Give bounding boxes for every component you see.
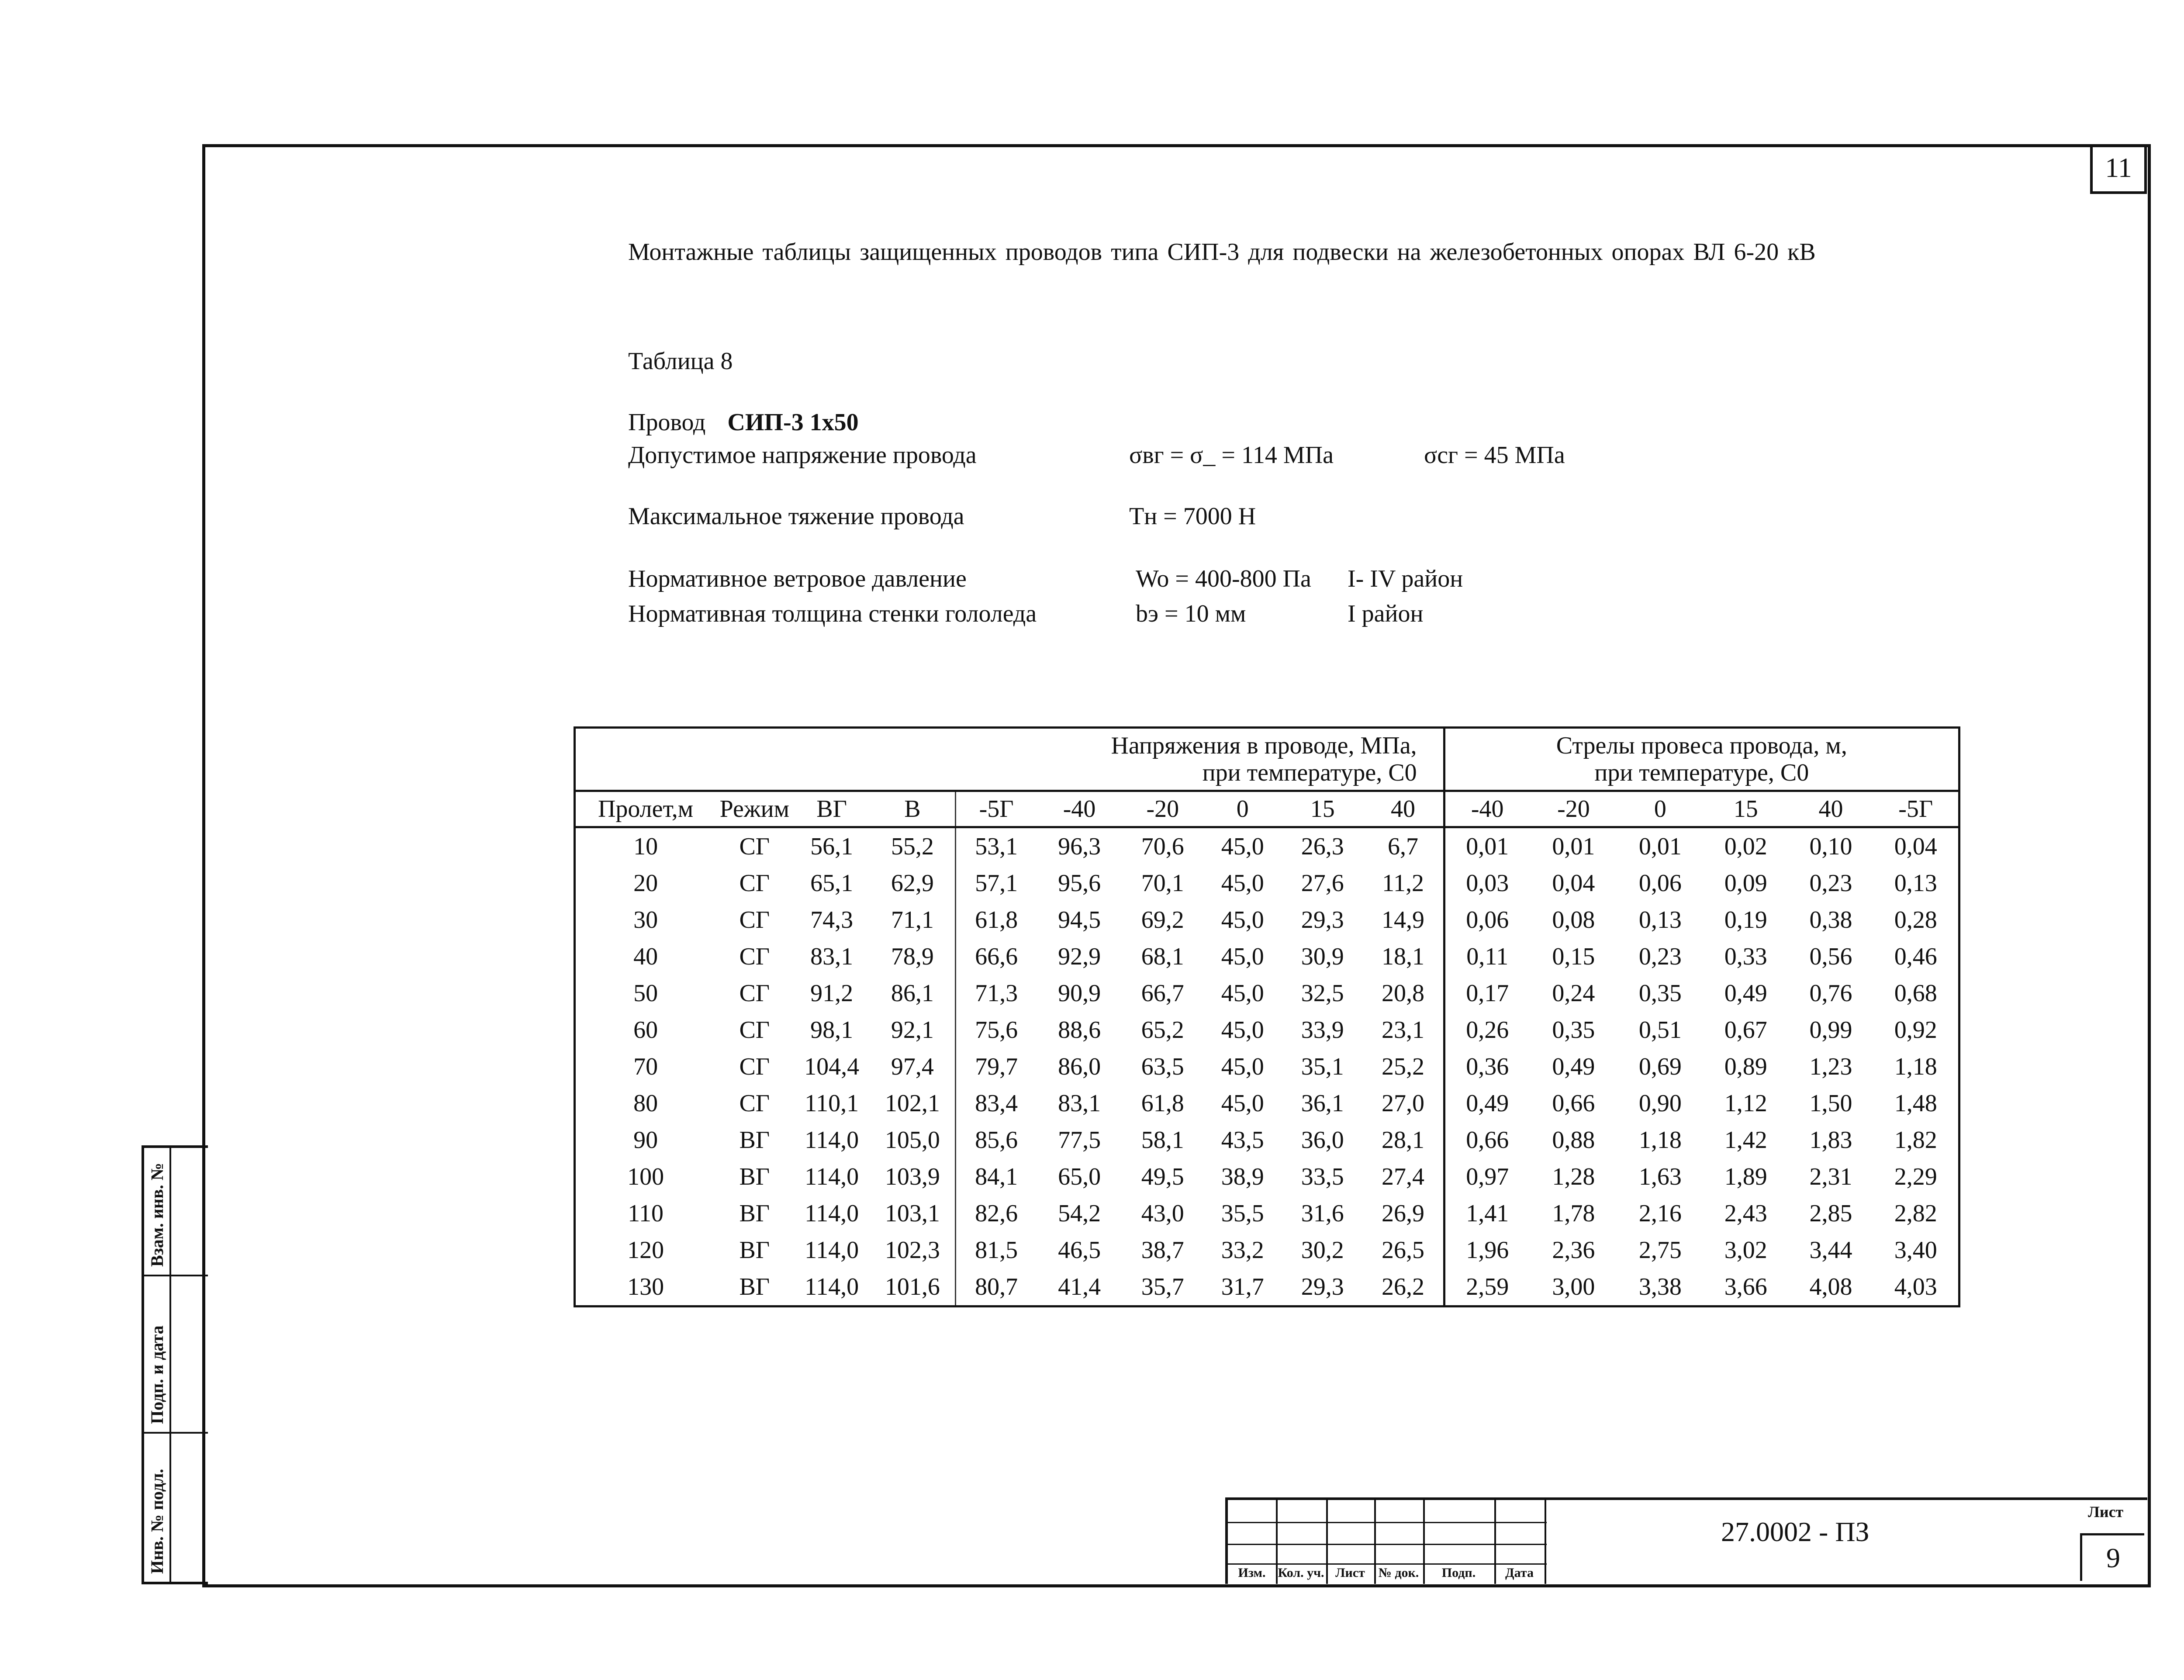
sag-header-line1: Стрелы провеса провода, м,	[1556, 732, 1847, 759]
param-value1-2: Wo = 400-800 Па	[1136, 565, 1311, 592]
revision-grid	[1228, 1500, 1547, 1584]
table-cell: 65,1	[810, 870, 854, 897]
table-cell: 0,68	[1894, 980, 1937, 1007]
stamp-label-replaces: Взам. инв. №	[147, 1163, 167, 1267]
stress-group-header	[575, 728, 1444, 791]
table-cell: СГ	[739, 1016, 770, 1044]
table-cell: 18,1	[1382, 943, 1425, 970]
table-cell: 91,2	[810, 980, 854, 1007]
table-cell: 0,03	[1444, 865, 1530, 902]
table-cell: 4,03	[1894, 1273, 1937, 1300]
table-cell: 92,1	[891, 1016, 934, 1044]
table-cell: 30,9	[1301, 943, 1344, 970]
table-cell: 0,13	[1894, 870, 1937, 897]
table-cell: 2,29	[1894, 1163, 1937, 1190]
table-cell: 2,36	[1552, 1237, 1595, 1264]
table-cell: 20,8	[1382, 980, 1425, 1007]
table-cell: 2,75	[1638, 1237, 1682, 1264]
table-cell: 114,0	[805, 1127, 859, 1154]
table-cell: 29,3	[1301, 906, 1344, 933]
table-cell: СГ	[739, 980, 770, 1007]
stamp-label-inventory: Инв. № подл.	[147, 1469, 167, 1574]
table-row	[575, 1012, 1959, 1048]
table-cell: 0,01	[1552, 833, 1595, 860]
table-cell: 1,42	[1724, 1127, 1767, 1154]
table-cell: 0,08	[1552, 906, 1595, 933]
param-label-3: Нормативная толщина стенки гололеда	[628, 600, 1037, 627]
table-cell: 1,83	[1809, 1127, 1852, 1154]
table-cell: 0,26	[1444, 1012, 1530, 1048]
table-cell: 0,15	[1552, 943, 1595, 970]
column-header-8: 15	[1282, 791, 1363, 827]
table-cell: 83,1	[1058, 1090, 1101, 1117]
tb-label-sign: Подп.	[1441, 1566, 1476, 1580]
table-cell: 83,4	[956, 1085, 1037, 1122]
table-cell: 84,1	[956, 1158, 1037, 1195]
table-cell: 0,35	[1552, 1016, 1595, 1044]
table-cell: 96,3	[1058, 833, 1101, 860]
table-row	[575, 1048, 1959, 1085]
table-cell: 78,9	[891, 943, 934, 970]
table-row	[575, 865, 1959, 902]
table-row	[575, 902, 1959, 938]
wire-label: Провод	[628, 409, 706, 436]
table-cell: 0,33	[1724, 943, 1767, 970]
table-cell: 70,6	[1141, 833, 1184, 860]
table-cell: 2,16	[1638, 1200, 1682, 1227]
param-label-2: Нормативное ветровое давление	[628, 565, 967, 592]
table-cell: 27,4	[1382, 1163, 1425, 1190]
table-cell: 90,9	[1058, 980, 1101, 1007]
column-header-9: 40	[1363, 791, 1444, 827]
table-cell: 0,24	[1552, 980, 1595, 1007]
table-cell: 114,0	[805, 1273, 859, 1300]
table-cell: 2,43	[1724, 1200, 1767, 1227]
table-cell: 30,2	[1301, 1237, 1344, 1264]
table-row	[575, 1158, 1959, 1195]
table-cell: 105,0	[885, 1127, 940, 1154]
stress-header-line1: Напряжения в проводе, МПа,	[1111, 732, 1417, 759]
sheet-number: 9	[2080, 1533, 2144, 1581]
table-cell: 0,69	[1638, 1053, 1682, 1080]
table-cell: 0,66	[1552, 1090, 1595, 1117]
table-cell: 30	[633, 906, 658, 933]
table-cell: ВГ	[739, 1200, 770, 1227]
table-cell: 45,0	[1221, 870, 1264, 897]
title-block	[1225, 1497, 2147, 1584]
table-cell: 100	[627, 1163, 664, 1190]
table-cell: 0,23	[1809, 870, 1852, 897]
table-cell: 90	[633, 1127, 658, 1154]
table-cell: 46,5	[1058, 1237, 1101, 1264]
table-cell: 35,7	[1141, 1273, 1184, 1300]
table-cell: СГ	[739, 906, 770, 933]
table-cell: 60	[633, 1016, 658, 1044]
table-cell: 45,0	[1221, 1090, 1264, 1117]
table-cell: 26,5	[1382, 1237, 1425, 1264]
page-title: Монтажные таблицы защищенных проводов типа СИП-3 для подвески на железобетонных опорах ВЛ 6-20 кВ	[628, 239, 1816, 266]
table-cell: 45,0	[1221, 980, 1264, 1007]
table-cell: 61,8	[1141, 1090, 1184, 1117]
param-value1-3: bэ = 10 мм	[1136, 600, 1246, 627]
table-cell: 2,31	[1809, 1163, 1852, 1190]
table-cell: 114,0	[805, 1237, 859, 1264]
table-cell: 66,7	[1141, 980, 1184, 1007]
table-cell: СГ	[739, 870, 770, 897]
table-cell: 0,67	[1724, 1016, 1767, 1044]
table-cell: 40	[633, 943, 658, 970]
table-cell: 61,8	[956, 902, 1037, 938]
table-cell: 43,5	[1221, 1127, 1264, 1154]
table-cell: 36,1	[1301, 1090, 1344, 1117]
table-cell: 0,01	[1444, 827, 1530, 865]
table-row	[575, 1085, 1959, 1122]
table-cell: 104,4	[804, 1053, 860, 1080]
table-cell: 20	[633, 870, 658, 897]
table-cell: 33,2	[1221, 1237, 1264, 1264]
table-cell: 103,9	[885, 1163, 940, 1190]
table-cell: 83,1	[810, 943, 854, 970]
column-header-1: Режим	[715, 791, 793, 827]
wire-value: СИП-3 1х50	[727, 409, 859, 436]
table-cell: 10	[633, 833, 658, 860]
table-cell: 29,3	[1301, 1273, 1344, 1300]
table-cell: 86,1	[891, 980, 934, 1007]
table-cell: 4,08	[1809, 1273, 1852, 1300]
wire-line	[628, 408, 859, 436]
table-cell: 43,0	[1141, 1200, 1184, 1227]
table-cell: 0,01	[1638, 833, 1682, 860]
table-cell: 2,85	[1809, 1200, 1852, 1227]
table-cell: 0,06	[1638, 870, 1682, 897]
column-header-0: Пролет,м	[575, 791, 716, 827]
sag-header-line2: при температуре, С0	[1594, 759, 1809, 786]
table-cell: 35,5	[1221, 1200, 1264, 1227]
tb-label-docno: № док.	[1378, 1566, 1419, 1580]
table-cell: 3,02	[1724, 1237, 1767, 1264]
table-cell: 86,0	[1058, 1053, 1101, 1080]
table-cell: 1,41	[1444, 1195, 1530, 1232]
table-cell: 1,28	[1552, 1163, 1595, 1190]
param-value1-1: Тн = 7000 Н	[1129, 503, 1256, 530]
table-cell: 81,5	[956, 1232, 1037, 1269]
table-body	[575, 827, 1959, 1307]
table-cell: 77,5	[1058, 1127, 1101, 1154]
table-cell: 0,49	[1724, 980, 1767, 1007]
table-cell: 0,92	[1894, 1016, 1937, 1044]
table-cell: 0,97	[1444, 1158, 1530, 1195]
table-cell: ВГ	[739, 1273, 770, 1300]
table-cell: 54,2	[1058, 1200, 1101, 1227]
table-cell: 1,12	[1724, 1090, 1767, 1117]
table-cell: 41,4	[1058, 1273, 1101, 1300]
table-cell: 80,7	[956, 1269, 1037, 1307]
column-header-13: 15	[1703, 791, 1789, 827]
table-cell: 120	[627, 1237, 664, 1264]
table-row	[575, 975, 1959, 1012]
table-cell: 69,2	[1141, 906, 1184, 933]
table-cell: 0,89	[1724, 1053, 1767, 1080]
column-header-6: -20	[1122, 791, 1203, 827]
table-cell: 50	[633, 980, 658, 1007]
tb-label-count: Кол. уч.	[1278, 1566, 1324, 1580]
table-cell: 2,59	[1444, 1269, 1530, 1307]
table-cell: 0,51	[1638, 1016, 1682, 1044]
table-cell: 0,56	[1809, 943, 1852, 970]
param-label-0: Допустимое напряжение провода	[628, 442, 977, 469]
table-cell: 66,6	[956, 938, 1037, 975]
table-cell: 33,9	[1301, 1016, 1344, 1044]
table-cell: 114,0	[805, 1200, 859, 1227]
table-cell: 97,4	[891, 1053, 934, 1080]
table-cell: 74,3	[810, 906, 854, 933]
table-cell: СГ	[739, 943, 770, 970]
table-cell: 57,1	[956, 865, 1037, 902]
table-cell: 55,2	[891, 833, 934, 860]
table-cell: 27,6	[1301, 870, 1344, 897]
table-cell: 85,6	[956, 1122, 1037, 1158]
column-header-row	[575, 791, 1959, 827]
table-cell: 0,28	[1894, 906, 1937, 933]
table-cell: 82,6	[956, 1195, 1037, 1232]
table-cell: 25,2	[1382, 1053, 1425, 1080]
table-cell: 45,0	[1221, 1053, 1264, 1080]
table-cell: 65,2	[1141, 1016, 1184, 1044]
table-cell: 0,38	[1809, 906, 1852, 933]
table-cell: 45,0	[1221, 1016, 1264, 1044]
table-cell: 1,78	[1552, 1200, 1595, 1227]
table-cell: 31,6	[1301, 1200, 1344, 1227]
table-cell: 0,99	[1809, 1016, 1852, 1044]
table-cell: 53,1	[956, 827, 1037, 865]
table-cell: 38,7	[1141, 1237, 1184, 1264]
table-cell: 0,35	[1638, 980, 1682, 1007]
table-cell: 6,7	[1388, 833, 1419, 860]
column-header-4: -5Г	[956, 791, 1037, 827]
table-cell: ВГ	[739, 1237, 770, 1264]
table-cell: 23,1	[1382, 1016, 1425, 1044]
table-cell: 1,82	[1894, 1127, 1937, 1154]
table-cell: 0,66	[1444, 1122, 1530, 1158]
table-cell: 103,1	[885, 1200, 940, 1227]
table-cell: 0,49	[1444, 1085, 1530, 1122]
table-cell: 3,38	[1638, 1273, 1682, 1300]
table-cell: 95,6	[1058, 870, 1101, 897]
table-cell: 92,9	[1058, 943, 1101, 970]
table-cell: 1,96	[1444, 1232, 1530, 1269]
table-cell: СГ	[739, 1090, 770, 1117]
table-cell: 0,06	[1444, 902, 1530, 938]
table-cell: 26,9	[1382, 1200, 1425, 1227]
table-cell: 3,44	[1809, 1237, 1852, 1264]
table-cell: 70	[633, 1053, 658, 1080]
table-cell: 0,90	[1638, 1090, 1682, 1117]
param-value2-0: σсг = 45 МПа	[1424, 442, 1565, 469]
table-cell: 1,50	[1809, 1090, 1852, 1117]
table-cell: 102,1	[885, 1090, 940, 1117]
table-cell: СГ	[739, 1053, 770, 1080]
table-label: Таблица 8	[628, 348, 733, 375]
table-cell: 1,48	[1894, 1090, 1937, 1117]
param-label-1: Максимальное тяжение провода	[628, 503, 964, 530]
table-cell: 0,13	[1638, 906, 1682, 933]
table-cell: 80	[633, 1090, 658, 1117]
table-cell: 0,49	[1552, 1053, 1595, 1080]
table-cell: 36,0	[1301, 1127, 1344, 1154]
table-cell: 31,7	[1221, 1273, 1264, 1300]
tb-label-sheet: Лист	[1335, 1566, 1365, 1580]
table-cell: 1,89	[1724, 1163, 1767, 1190]
table-cell: 28,1	[1382, 1127, 1425, 1154]
table-cell: 130	[627, 1273, 664, 1300]
table-cell: 102,3	[885, 1237, 940, 1264]
table-cell: 71,1	[891, 906, 934, 933]
table-cell: 45,0	[1221, 906, 1264, 933]
column-header-2: ВГ	[794, 791, 870, 827]
table-cell: 0,17	[1444, 975, 1530, 1012]
column-header-10: -40	[1444, 791, 1530, 827]
column-header-3: В	[870, 791, 956, 827]
column-header-12: 0	[1617, 791, 1703, 827]
tb-label-change: Изм.	[1238, 1566, 1266, 1580]
table-cell: 58,1	[1141, 1127, 1184, 1154]
table-cell: 0,46	[1894, 943, 1937, 970]
column-header-11: -20	[1530, 791, 1617, 827]
table-cell: 79,7	[956, 1048, 1037, 1085]
table-cell: 0,10	[1809, 833, 1852, 860]
table-cell: СГ	[739, 833, 770, 860]
document-number: 27.0002 - ПЗ	[1721, 1516, 1870, 1547]
table-cell: 45,0	[1221, 833, 1264, 860]
table-row	[575, 1122, 1959, 1158]
table-cell: 35,1	[1301, 1053, 1344, 1080]
table-cell: 94,5	[1058, 906, 1101, 933]
table-cell: 1,63	[1638, 1163, 1682, 1190]
table-cell: 0,23	[1638, 943, 1682, 970]
table-cell: 45,0	[1221, 943, 1264, 970]
table-cell: 0,02	[1724, 833, 1767, 860]
table-cell: ВГ	[739, 1127, 770, 1154]
table-cell: 110,1	[805, 1090, 859, 1117]
table-cell: 0,09	[1724, 870, 1767, 897]
sag-group-header	[1444, 728, 1959, 791]
table-cell: 68,1	[1141, 943, 1184, 970]
stress-header-line2: при температуре, С0	[1202, 759, 1417, 786]
table-cell: 1,18	[1638, 1127, 1682, 1154]
table-row	[575, 1195, 1959, 1232]
table-cell: 1,18	[1894, 1053, 1937, 1080]
table-cell: 0,36	[1444, 1048, 1530, 1085]
stamp-label-signature-date: Подп. и дата	[147, 1325, 167, 1424]
table-cell: 0,76	[1809, 980, 1852, 1007]
table-cell: 75,6	[956, 1012, 1037, 1048]
table-cell: 71,3	[956, 975, 1037, 1012]
table-cell: 0,04	[1894, 833, 1937, 860]
table-cell: 63,5	[1141, 1053, 1184, 1080]
page-number: 11	[2090, 144, 2147, 194]
param-value1-0: σвг = σ_ = 114 МПа	[1129, 442, 1334, 469]
table-cell: 88,6	[1058, 1016, 1101, 1044]
sheet-label: Лист	[2088, 1503, 2124, 1521]
table-cell: 3,40	[1894, 1237, 1937, 1264]
column-header-5: -40	[1037, 791, 1122, 827]
table-cell: 38,9	[1221, 1163, 1264, 1190]
tb-label-date: Дата	[1505, 1566, 1534, 1580]
table-cell: 49,5	[1141, 1163, 1184, 1190]
table-row	[575, 1269, 1959, 1307]
column-header-14: 40	[1789, 791, 1873, 827]
table-cell: 70,1	[1141, 870, 1184, 897]
param-value2-3: I район	[1348, 600, 1424, 627]
table-cell: 0,19	[1724, 906, 1767, 933]
table-cell: 27,0	[1382, 1090, 1425, 1117]
table-cell: 1,23	[1809, 1053, 1852, 1080]
table-row	[575, 938, 1959, 975]
table-cell: 56,1	[810, 833, 854, 860]
param-value2-2: I- IV район	[1348, 565, 1463, 592]
column-header-15: -5Г	[1873, 791, 1959, 827]
column-header-7: 0	[1203, 791, 1282, 827]
table-cell: ВГ	[739, 1163, 770, 1190]
table-cell: 0,88	[1552, 1127, 1595, 1154]
table-cell: 26,3	[1301, 833, 1344, 860]
table-cell: 3,66	[1724, 1273, 1767, 1300]
table-cell: 98,1	[810, 1016, 854, 1044]
table-cell: 101,6	[885, 1273, 940, 1300]
table-cell: 33,5	[1301, 1163, 1344, 1190]
table-cell: 65,0	[1058, 1163, 1101, 1190]
table-cell: 11,2	[1382, 870, 1424, 897]
table-cell: 2,82	[1894, 1200, 1937, 1227]
table-cell: 32,5	[1301, 980, 1344, 1007]
table-cell: 26,2	[1382, 1273, 1425, 1300]
table-cell: 114,0	[805, 1163, 859, 1190]
table-cell: 14,9	[1382, 906, 1425, 933]
table-cell: 0,11	[1444, 938, 1530, 975]
table-cell: 110	[628, 1200, 664, 1227]
table-row	[575, 827, 1959, 865]
sag-tension-table	[574, 726, 1960, 1307]
table-cell: 62,9	[891, 870, 934, 897]
table-cell: 0,04	[1552, 870, 1595, 897]
left-stamp	[142, 1145, 208, 1584]
table-row	[575, 1232, 1959, 1269]
table-cell: 3,00	[1552, 1273, 1595, 1300]
